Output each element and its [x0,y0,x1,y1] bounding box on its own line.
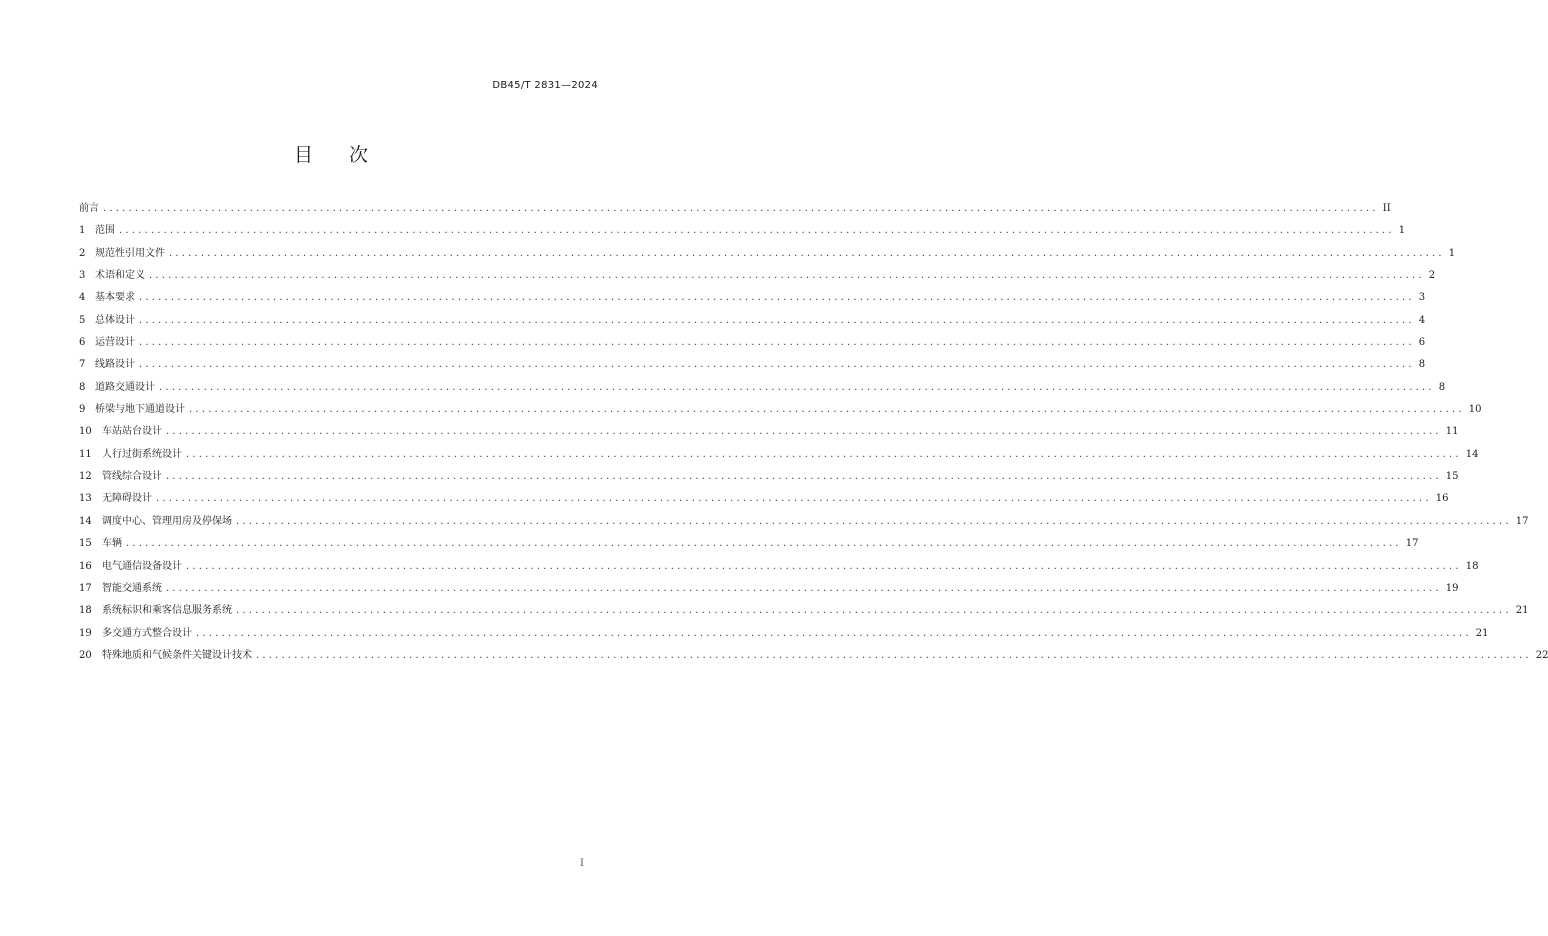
toc-leader-dots: ........................................................................................................................................................................................................ [149,270,1425,282]
toc-leader-dots: ........................................................................................................................................................................................................ [186,560,1462,572]
toc-entry-number: 14 [79,515,92,527]
toc-entry[interactable] [79,399,1482,421]
page-number: I [580,858,584,869]
toc-entry-number: 19 [79,627,92,639]
toc-entry-page: 22 [1535,649,1548,661]
toc-leader-dots: ........................................................................................................................................................................................................ [236,605,1512,617]
toc-entry-label: 线路设计 [95,359,135,371]
toc-entry-label: 规范性引用文件 [95,247,165,259]
toc-entry-label: 范围 [95,225,115,237]
toc-entry-number: 11 [79,448,92,460]
toc-entry-number: 4 [79,292,86,304]
toc-entry-number: 6 [79,337,86,349]
toc-entry-page: 11 [1445,426,1459,438]
toc-leader-dots: ........................................................................................................................................................................................................ [169,247,1445,259]
toc-entry[interactable] [79,220,1406,242]
toc-leader-dots: ........................................................................................................................................................................................................ [166,582,1442,594]
toc-entry-number: 1 [79,225,86,237]
toc-entry-number: 7 [79,359,86,371]
toc-entry[interactable] [79,243,1456,265]
toc-leader-dots: ........................................................................................................................................................................................................ [166,471,1442,483]
toc-entry-number: 10 [79,426,92,438]
toc-entry-number: 16 [79,560,92,572]
toc-entry-label: 特殊地质和气候条件关键设计技术 [102,649,252,661]
toc-entry-number: 5 [79,314,86,326]
toc-entry-page: 1 [1398,225,1406,237]
toc-entry[interactable] [79,466,1459,488]
toc-entry-page: 19 [1445,582,1459,594]
page-title [0,140,662,167]
toc-entry-label: 运营设计 [95,337,135,349]
toc-entry[interactable] [79,377,1446,399]
toc-leader-dots: ........................................................................................................................................................................................................ [159,381,1435,393]
toc-entry-number: 17 [79,582,92,594]
toc-entry[interactable] [79,533,1419,555]
toc-entry-number: 18 [79,605,92,617]
toc-entry-label: 桥梁与地下通道设计 [95,404,185,416]
toc-entry-label: 基本要求 [95,292,135,304]
toc-entry-page: II [1382,203,1391,214]
toc-entry-page: 14 [1465,448,1479,460]
toc-entry-page: 17 [1405,538,1419,550]
toc-entry[interactable] [79,444,1479,466]
toc-leader-dots: ........................................................................................................................................................................................................ [126,538,1402,550]
toc-leader-dots: ........................................................................................................................................................................................................ [139,359,1415,371]
toc-entry-page: 8 [1418,359,1426,371]
toc-entry-label: 智能交通系统 [102,582,162,594]
toc-entry[interactable] [79,198,1391,220]
toc-leader-dots: ........................................................................................................................................................................................................ [139,337,1415,349]
toc-entry-label: 人行过街系统设计 [102,448,182,460]
toc-entry[interactable] [79,265,1436,287]
toc-entry-label: 调度中心、管理用房及停保场 [102,515,232,527]
toc-entry[interactable] [79,310,1426,332]
toc-entry-number: 3 [79,270,86,282]
toc-entry-page: 10 [1468,404,1482,416]
toc-leader-dots: ........................................................................................................................................................................................................ [139,314,1415,326]
toc-entry-label: 道路交通设计 [95,381,155,393]
toc-entry-number: 13 [79,493,92,505]
toc-entry-number: 20 [79,649,92,661]
toc-entry-page: 16 [1435,493,1449,505]
toc-entry-label: 系统标识和乘客信息服务系统 [102,605,232,617]
toc-entry-page: 6 [1418,337,1426,349]
toc-entry-label: 前言 [79,203,99,214]
title-part-2: 次 [349,144,369,166]
toc-entry-label: 总体设计 [95,314,135,326]
toc-entry-page: 18 [1465,560,1479,572]
toc-entry-label: 车辆 [102,538,122,550]
toc-entry-number: 12 [79,471,92,483]
toc-entry-label: 多交通方式整合设计 [102,627,192,639]
toc-entry[interactable] [79,511,1529,533]
toc-entry[interactable] [79,354,1426,376]
title-part-1: 目 [293,144,313,166]
toc-entry[interactable] [79,488,1449,510]
toc-entry-label: 电气通信设备设计 [102,560,182,572]
toc-entry-page: 1 [1448,247,1456,259]
toc-entry-number: 9 [79,404,86,416]
toc-entry[interactable] [79,556,1479,578]
toc-leader-dots: ........................................................................................................................................................................................................ [186,448,1462,460]
toc-leader-dots: ........................................................................................................................................................................................................ [166,426,1442,438]
toc-entry[interactable] [79,623,1489,645]
toc-leader-dots: ........................................................................................................................................................................................................ [189,404,1465,416]
toc-entry[interactable] [79,332,1426,354]
document-code: DB45/T 2831—2024 [492,80,598,91]
table-of-contents [79,198,1548,667]
toc-entry-label: 管线综合设计 [102,471,162,483]
toc-entry-label: 车站站台设计 [102,426,162,438]
toc-entry-page: 21 [1515,605,1529,617]
toc-entry-page: 2 [1428,270,1436,282]
toc-entry-page: 21 [1475,627,1489,639]
toc-entry-label: 无障碍设计 [102,493,152,505]
toc-leader-dots: ........................................................................................................................................................................................................ [139,292,1415,304]
toc-leader-dots: ........................................................................................................................................................................................................ [256,649,1532,661]
toc-entry-page: 8 [1438,381,1446,393]
toc-entry[interactable] [79,287,1426,309]
toc-entry-number: 2 [79,247,86,259]
toc-entry-number: 8 [79,381,86,393]
toc-entry[interactable] [79,600,1529,622]
toc-leader-dots: ........................................................................................................................................................................................................ [156,493,1432,505]
toc-entry-page: 17 [1515,515,1529,527]
toc-entry[interactable] [79,645,1548,667]
toc-entry-label: 术语和定义 [95,270,145,282]
toc-entry-page: 15 [1445,471,1459,483]
toc-entry-page: 4 [1418,314,1426,326]
toc-entry[interactable] [79,578,1459,600]
toc-entry-number: 15 [79,538,92,550]
toc-entry[interactable] [79,421,1459,443]
toc-leader-dots: ........................................................................................................................................................................................................ [236,515,1512,527]
toc-leader-dots: ........................................................................................................................................................................................................ [103,203,1379,214]
toc-leader-dots: ........................................................................................................................................................................................................ [119,225,1395,237]
toc-leader-dots: ........................................................................................................................................................................................................ [196,627,1472,639]
toc-entry-page: 3 [1418,292,1426,304]
